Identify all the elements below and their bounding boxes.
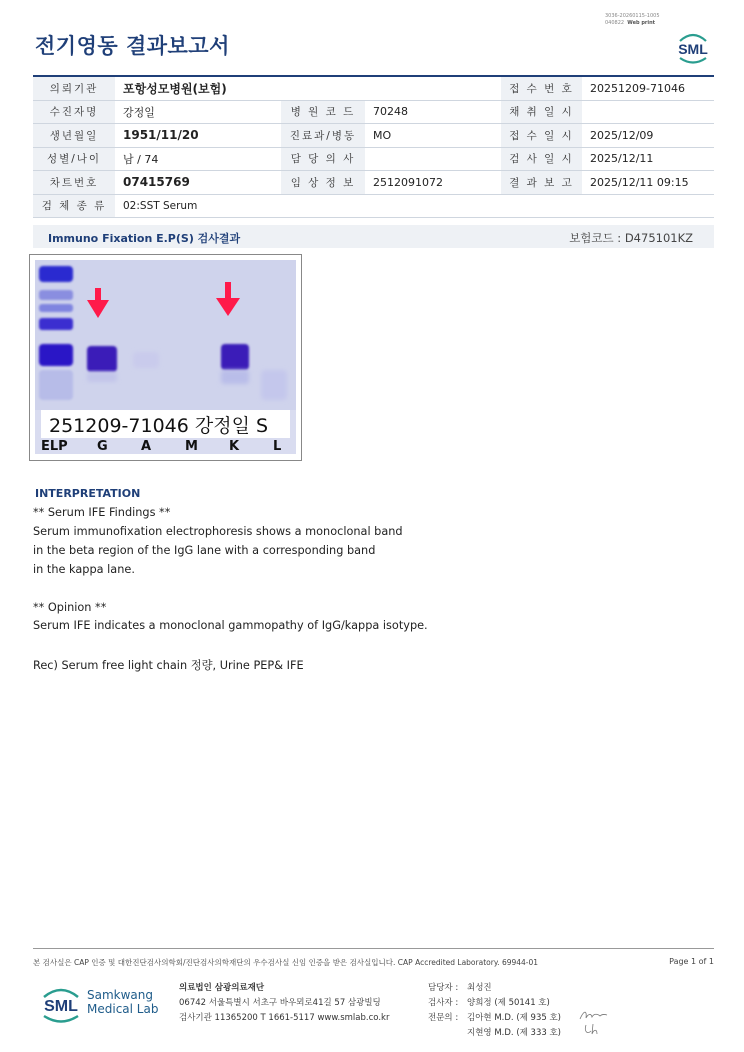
value-clinical-info: 2512091072 <box>365 171 501 195</box>
sample-label-text: 251209-71046 강정일 S <box>49 415 269 437</box>
staff-name: 양희정 (제 50141 호) <box>467 998 550 1008</box>
lane-l-band <box>261 370 287 400</box>
document-title: 전기영동 결과보고서 <box>35 34 230 58</box>
label-clinical-info: 임 상 정 보 <box>281 171 365 195</box>
company-name: 의료법인 삼광의료재단 <box>179 983 265 993</box>
signature-1-icon <box>578 1008 608 1022</box>
interpretation-heading: INTERPRETATION <box>35 487 141 500</box>
print-code-line1: 3036-20260115-1005 <box>605 13 660 19</box>
lane-label-l: L <box>273 439 282 454</box>
label-collection-date: 채 취 일 시 <box>501 100 582 124</box>
label-chart-number: 차트번호 <box>33 171 115 195</box>
lane-k-bands <box>221 344 249 384</box>
value-department: MO <box>365 124 501 148</box>
table-row <box>33 171 714 195</box>
value-received-date: 2025/12/09 <box>582 124 714 148</box>
lane-label-a: A <box>141 439 152 454</box>
label-patient-name: 수진자명 <box>33 100 115 124</box>
footer-certification: 본 검사실은 CAP 인증 및 대한진단검사의학회/진단검사의학재단의 우수검사실 신임 인증을 받은 검사실입니다. CAP Accredited Laboratory. 69944-01 <box>33 958 539 967</box>
value-requesting-institution: 포항성모병원(보험) <box>115 76 501 100</box>
value-collection-date <box>582 100 714 124</box>
signature-2-icon <box>583 1022 605 1036</box>
interpretation-line: Serum IFE indicates a monoclonal gammopathy of IgG/kappa isotype. <box>33 619 428 632</box>
label-department: 진료과/병동 <box>281 124 365 148</box>
staff-name: 김아현 M.D. (제 935 호) <box>467 1013 562 1023</box>
result-section-title: Immuno Fixation E.P(S) 검사결과 <box>48 232 241 245</box>
company-name-en-line2: Medical Lab <box>87 1002 159 1016</box>
company-contact: 검사기관 11365200 T 1661-5117 www.smlab.co.kr <box>179 1013 390 1023</box>
value-birth-date: 1951/11/20 <box>115 124 281 148</box>
lane-label-k: K <box>229 439 240 454</box>
lane-g-bands <box>87 346 117 382</box>
value-test-date: 2025/12/11 <box>582 147 714 171</box>
label-specimen-type: 검 체 종 류 <box>33 194 115 218</box>
patient-info-table <box>33 75 714 218</box>
interpretation-line: in the beta region of the IgG lane with a corresponding band <box>33 544 376 557</box>
value-chart-number: 07415769 <box>115 171 281 195</box>
label-received-date: 접 수 일 시 <box>501 124 582 148</box>
value-report-date: 2025/12/11 09:15 <box>582 171 714 195</box>
interpretation-line: ** Serum IFE Findings ** <box>33 506 171 519</box>
footer-divider <box>33 948 714 949</box>
lane-label-elp: ELP <box>41 439 68 454</box>
staff-role: 전문의 : <box>428 1013 459 1023</box>
table-row <box>33 147 714 171</box>
print-mode: Web print <box>627 20 656 26</box>
label-test-date: 검 사 일 시 <box>501 147 582 171</box>
value-patient-name: 강정일 <box>115 100 281 124</box>
company-name-en <box>87 988 158 1016</box>
company-name-en-line1: Samkwang <box>87 988 153 1002</box>
label-birth-date: 생년월일 <box>33 124 115 148</box>
interpretation-line: Rec) Serum free light chain 정량, Urine PEP& IFE <box>33 659 304 672</box>
electrophoresis-gel-image <box>35 260 296 454</box>
staff-role: 검사자 : <box>428 998 459 1008</box>
label-sex-age: 성별/나이 <box>33 147 115 171</box>
value-accession-number: 20251209-71046 <box>582 76 714 100</box>
table-row <box>33 124 714 148</box>
print-code <box>605 13 660 27</box>
label-hospital-code: 병 원 코 드 <box>281 100 365 124</box>
interpretation-line: in the kappa lane. <box>33 563 135 576</box>
insurance-code: 보험코드 : D475101KZ <box>569 231 693 245</box>
staff-role: 담당자 : <box>428 983 459 993</box>
interpretation-line: ** Opinion ** <box>33 601 107 614</box>
table-row <box>33 194 714 218</box>
company-address: 06742 서울특별시 서초구 바우뫼로41길 57 삼광빌딩 <box>179 998 381 1008</box>
sml-logo-footer-icon <box>38 981 84 1027</box>
staff-name: 지현영 M.D. (제 333 호) <box>467 1028 562 1038</box>
lane-a-band <box>133 352 159 368</box>
label-accession-number: 접 수 번 호 <box>501 76 582 100</box>
sml-logo-icon <box>672 27 714 67</box>
value-hospital-code: 70248 <box>365 100 501 124</box>
label-requesting-institution: 의뢰기관 <box>33 76 115 100</box>
label-report-date: 결 과 보 고 <box>501 171 582 195</box>
value-sex-age: 남 / 74 <box>115 147 281 171</box>
interpretation-line: Serum immunofixation electrophoresis shows a monoclonal band <box>33 525 403 538</box>
logo-text: SML <box>678 41 708 57</box>
page-indicator: Page 1 of 1 <box>669 957 714 966</box>
label-physician: 담 당 의 사 <box>281 147 365 171</box>
lane-label-g: G <box>97 439 108 454</box>
value-specimen-type: 02:SST Serum <box>115 194 714 218</box>
print-code-line2: 040822 <box>605 20 625 26</box>
value-physician <box>365 147 501 171</box>
footer-logo-text: SML <box>44 998 78 1015</box>
staff-name: 최성진 <box>467 983 492 993</box>
lane-label-m: M <box>185 439 198 454</box>
gel-membrane <box>35 260 296 410</box>
table-row <box>33 100 714 124</box>
table-row <box>33 76 714 100</box>
